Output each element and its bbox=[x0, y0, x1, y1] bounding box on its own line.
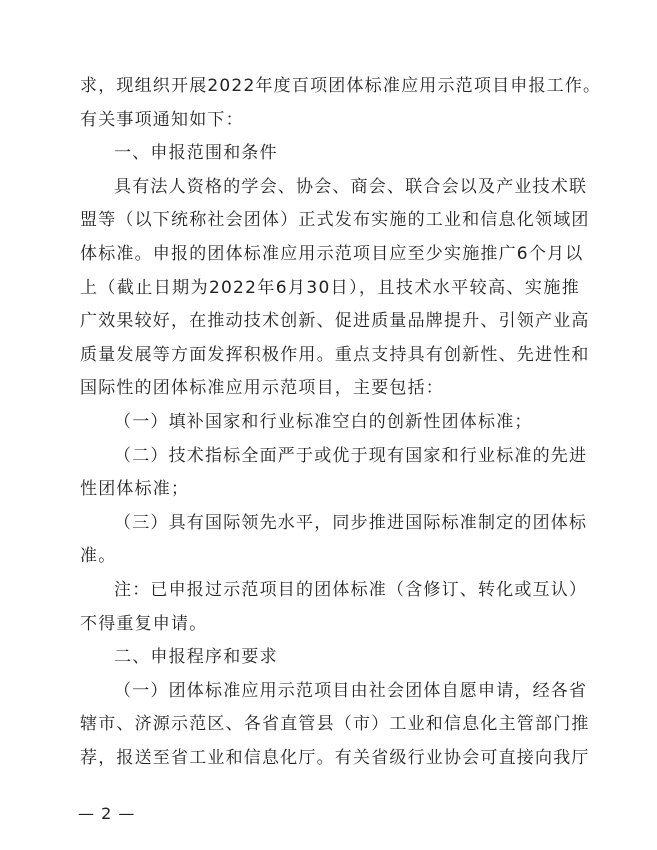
section-heading-1: 一、申报范围和条件 bbox=[114, 143, 278, 164]
body-line-10: 国际性的团体标准应用示范项目，主要包括： bbox=[80, 378, 444, 399]
body-line-21: 荐，报送至省工业和信息化厅。有关省级行业协会可直接向我厅 bbox=[80, 747, 590, 768]
body-line-19: （一）团体标准应用示范项目由社会团体自愿申请，经各省 bbox=[114, 680, 588, 701]
body-line-7: 上（截止日期为2022年6月30日），且技术水平较高、实施推 bbox=[80, 277, 580, 298]
section-heading-2: 二、申报程序和要求 bbox=[114, 647, 278, 668]
list-item-1: （一）填补国家和行业标准空白的创新性团体标准； bbox=[114, 411, 533, 432]
note-line-2: 不得重复申请。 bbox=[80, 613, 208, 634]
body-line-1: 求，现组织开展2022年度百项团体标准应用示范项目申报工作。 bbox=[80, 76, 602, 96]
body-line-9: 质量发展等方面发挥积极作用。重点支持具有创新性、先进性和 bbox=[80, 344, 590, 365]
note-line-1: 注：已申报过示范项目的团体标准（含修订、转化或互认） bbox=[114, 579, 588, 600]
list-item-3-line-1: （三）具有国际领先水平，同步推进国际标准制定的团体标 bbox=[114, 512, 588, 533]
list-item-3-line-2: 准。 bbox=[80, 546, 117, 567]
body-line-6: 体标准。申报的团体标准应用示范项目应至少实施推广6个月以 bbox=[80, 243, 584, 264]
body-line-8: 广效果较好，在推动技术创新、促进质量品牌提升、引领产业高 bbox=[80, 311, 590, 332]
body-line-4: 具有法人资格的学会、协会、商会、联合会以及产业技术联 bbox=[114, 176, 588, 197]
page-number: — 2 — bbox=[78, 804, 136, 823]
body-line-20: 辖市、济源示范区、各省直管县（市）工业和信息化主管部门推 bbox=[80, 714, 590, 735]
body-line-5: 盟等（以下统称社会团体）正式发布实施的工业和信息化领域团 bbox=[80, 210, 590, 231]
list-item-2-line-2: 性团体标准； bbox=[80, 479, 190, 500]
body-line-2: 有关事项通知如下： bbox=[80, 109, 244, 130]
document-body bbox=[80, 70, 602, 775]
list-item-2-line-1: （二）技术指标全面严于或优于现有国家和行业标准的先进 bbox=[114, 445, 588, 466]
